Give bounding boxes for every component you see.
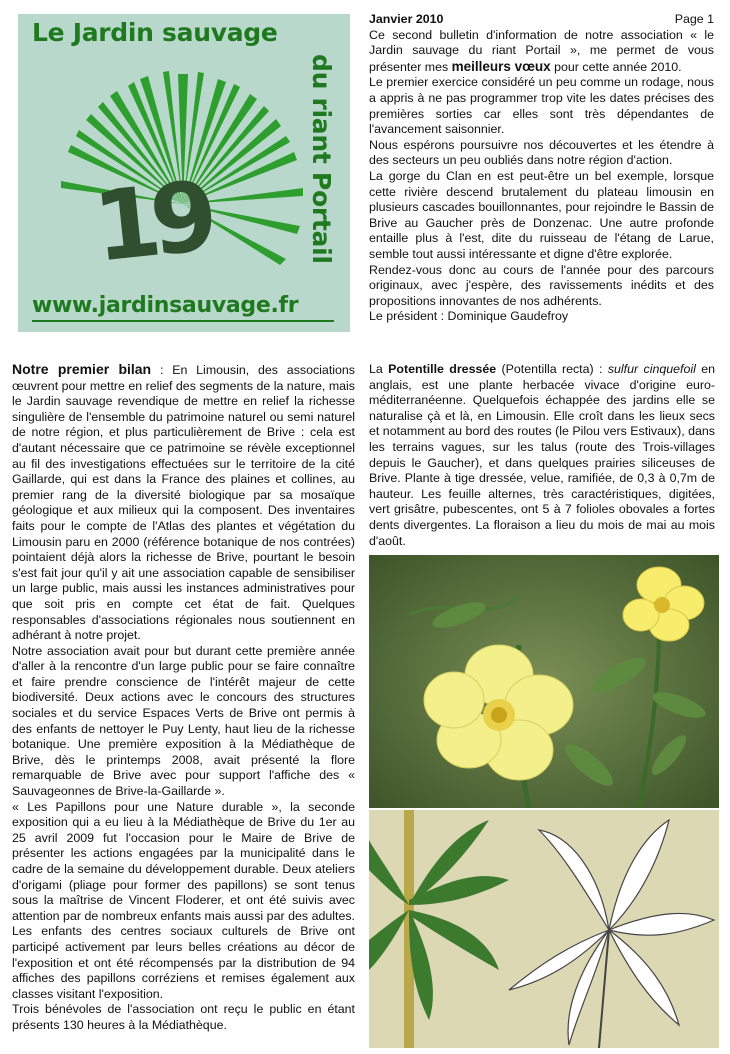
association-logo <box>18 14 350 332</box>
logo-url: www.jardinsauvage.fr <box>32 293 299 318</box>
logo-subtitle: du riant Portail <box>307 54 336 264</box>
bilan-title: Notre premier bilan <box>12 361 152 377</box>
plant-name: Potentille dressée <box>388 362 497 376</box>
editorial-paragraph: La gorge du Clan en est peut-être un bel exemple, lorsque cette rivière descend brutalement du plateau limousin en plusieurs cascades bouillonnantes, pour rejoindre le Bassin de Brive au Gaucher près de Donzenac. Une autre profonde entaille plus à l'est, dite du ruisseau de l'étang de Larue, semble tout aussi intéressante et digne d'être explorée. <box>369 168 714 261</box>
bilan-paragraph: Trois bénévoles de l'association ont reçu le public en étant présents 130 heures à la Médiathèque. <box>12 1002 355 1032</box>
editorial-paragraph: Nous espérons poursuivre nos découvertes et les étendre à des secteurs un peu oubliés dans notre région d'action. <box>369 137 714 168</box>
editorial-paragraph: Rendez-vous donc au cours de l'année pour des parcours originaux, avec j'espère, des ravissements inédits et des propositions innovantes de nos adhérents. <box>369 262 714 308</box>
bilan-paragraph: Notre association avait pour but durant cette première année d'aller à la rencontre d'un large public pour se faire connaître et faire prendre conscience de l'intérêt majeur de cette biodiversité. Deux actions avec le concours des structures sociales et du service Espaces Verts de Brive ont permis à des enfants de nettoyer le Puy Lenty, haut lieu de la richesse botanique. Une première exposition à la Médiathèque de Brive, dès le printemps 2008, avait présenté la flore remarquable de Brive avec pour support l'affiche des « Sauvageonnes de Brive-la-Gaillarde ». <box>12 643 355 799</box>
page-number: Page 1 <box>674 12 714 26</box>
leaf-image <box>369 810 719 1048</box>
best-wishes: meilleurs vœux <box>451 58 551 74</box>
page-header <box>369 12 714 28</box>
bilan-paragraph: « Les Papillons pour une Nature durable », la seconde exposition qui a eu lieu à la Médiathèque de Brive du 1er au 25 avril 2009 fut l'occasion pour le Maire de Brive de présenter les actions engagées par la municipalité dans le cadre de la semaine du développement durable. Deux ateliers d'origami (pliage pour former des papillons) se sont tenus sous la maîtrise de Vincent Floderer, et ont été suivis avec attention par de nombreux enfants mais aussi par des adultes. Les enfants des centres sociaux culturels de Brive ont participé activement par leurs belles créations au décor de l'exposition et ont été récompensés par la distribution de 94 affiches des papillons corréziens et remises également aux classes visitant l'exposition. <box>12 799 355 1001</box>
signature: Le président : Dominique Gaudefroy <box>369 309 569 324</box>
logo-number: 19 <box>88 160 214 284</box>
editorial-paragraph: Le premier exercice considéré un peu comme un rodage, nous a appris à ne pas programmer trop vite les dates précises des premières sorties car elles sont très dépendantes de l'avancement saisonnier. <box>369 75 714 137</box>
logo-title: Le Jardin sauvage <box>32 18 278 47</box>
issue-date: Janvier 2010 <box>369 12 444 26</box>
potentille-paragraph: La Potentille dressée (Potentilla recta) : sulfur cinquefoil en anglais, est une plante herbacée vivace d'origine euro-méditerranéenne. Quelquefois échappée des jardins elle se naturalise çà et là, en Limousin. Elle croît dans les lieux secs et notamment au bord des routes (le Pilou vers Estivaux), dans les terrains vagues, sur les talus (route des Trois-villages depuis le Gaucher), et dans quelques prairies siliceuses de Brive. Plante à tige dressée, velue, ramifiée, de 0,3 à 0,7m de hauteur. Les feuille alternes, très caractéristiques, digitées, vert grisâtre, pubescentes, ont 5 à 7 folioles obovales a fortes dents divergentes. La floraison a lieu du mois de mai au mois d'août. <box>369 362 716 548</box>
logo-underline <box>32 320 334 322</box>
bilan-article <box>12 362 355 1034</box>
english-name: sulfur cinquefoil <box>607 362 696 376</box>
flower-image <box>369 555 719 808</box>
potentille-article <box>369 362 715 549</box>
leaf-illustration <box>369 810 719 1048</box>
flower-photo <box>369 555 719 808</box>
editorial-paragraph: Ce second bulletin d'information de notre association « le Jardin sauvage du riant Portail », me permet de vous présenter mes meilleurs vœux pour cette année 2010. <box>369 27 714 74</box>
bilan-paragraph: Notre premier bilan : En Limousin, des associations œuvrent pour mettre en relief des segments de la nature, mais le Jardin sauvage revendique de mettre en relief la richesse singulière de l'ensemble du patrimoine naturel ou semi naturel de notre région, et plus particulièrement de Brive : cela est d'autant nécessaire que ce patrimoine se révèle exceptionnel au fil des investigations effectuées sur le territoire de la cité Gaillarde, qui est dans la France des plaines et collines, au premier rang de la diversité biologique par sa mosaïque géologique et aux milieux qui la composent. Des inventaires faits pour le compte de l'Atlas des plantes et végétation du Limousin paru en 2000 (référence botanique de nos contrées) pointaient déjà alors la richesse de Brive, pourtant le besoin s'est fait jour qu'il y ait une association capable de sensibiliser un large public, mais aussi les instances administratives pour que soit pris en compte cet état de fait. Quelques responsables d'associations régionales nous soutiennent en adhérant à notre projet. <box>12 361 355 643</box>
editorial <box>369 12 714 325</box>
